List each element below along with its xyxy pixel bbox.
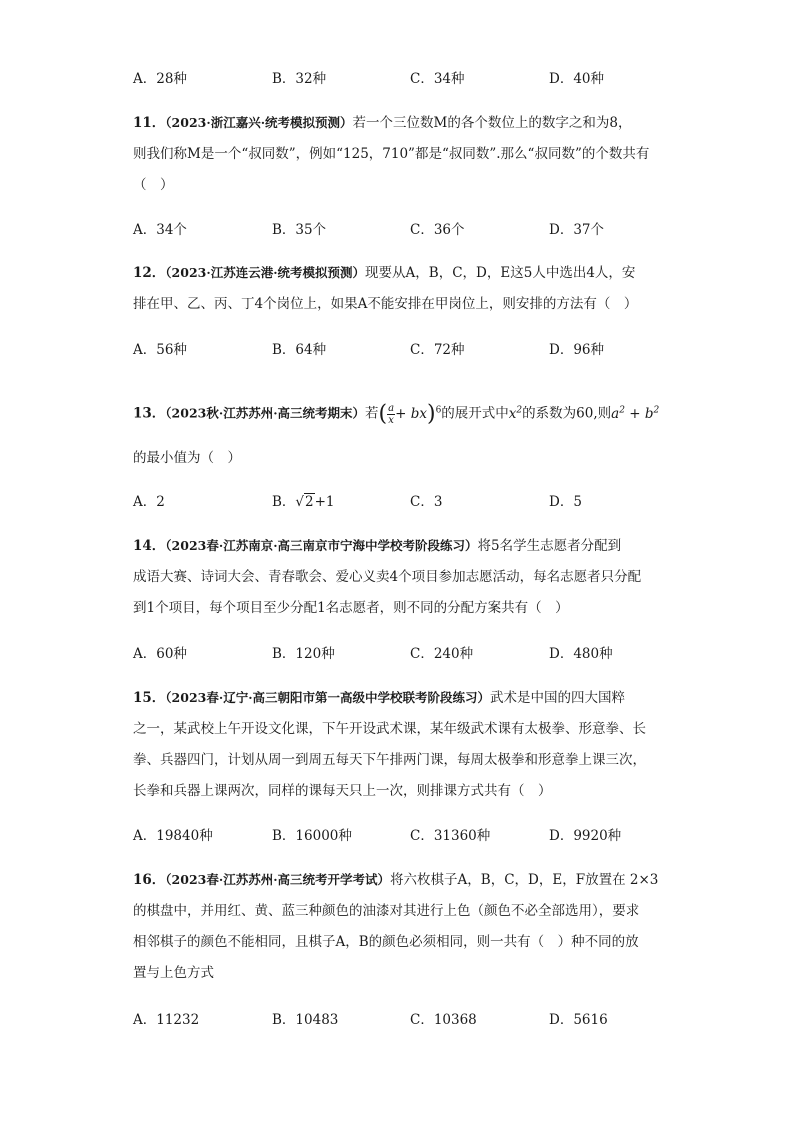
sqrt-expression: √2+1 (295, 494, 335, 510)
q14-option-d: D．480种 (549, 646, 613, 662)
q11-options (133, 218, 693, 240)
q10-option-a: A．28种 (133, 71, 187, 87)
question-15 (133, 682, 678, 807)
question-text: 到1个项目，每个项目至少分配1名志愿者，则不同的分配方案共有（ ） (133, 600, 569, 616)
question-source: （2023·浙江嘉兴·统考模拟预测） (165, 115, 353, 130)
q16-option-a: A．11232 (133, 1012, 200, 1028)
q16-option-d: D．5616 (549, 1012, 608, 1028)
question-text: 排在甲、乙、丙、丁4个岗位上，如果A不能安排在甲岗位上，则安排的方法有（ ） (133, 296, 638, 312)
q11-option-c: C．36个 (410, 222, 465, 238)
q14-options (133, 642, 693, 664)
q15-options (133, 824, 693, 846)
q10-option-c: C．34种 (410, 71, 465, 87)
q16-options (133, 1008, 693, 1030)
q11-option-d: D．37个 (549, 222, 605, 238)
question-text: 成语大赛、诗词大会、青春歌会、爱心义卖4个项目参加志愿活动，每名志愿者只分配 (133, 569, 642, 585)
q14-option-c: C．240种 (410, 646, 474, 662)
q12-options (133, 338, 693, 360)
math-a2-plus-b2: $a^2 + b^2$ (611, 405, 660, 422)
q12-option-a: A．56种 (133, 342, 187, 358)
question-text: 现要从A，B，C，D，E这5人中选出4人，安 (365, 265, 636, 281)
q11-option-a: A．34个 (133, 222, 187, 238)
question-text: 相邻棋子的颜色不能相同，且棋子A，B的颜色必须相同，则一共有（ ）种不同的放 (133, 934, 639, 950)
q14-option-a: A．60种 (133, 646, 187, 662)
q15-option-c: C．31360种 (410, 828, 491, 844)
question-source: （2023春·江苏苏州·高三统考开学考试） (165, 872, 391, 887)
q13-option-b: B．√2+1 (272, 494, 335, 510)
question-number: 11． (133, 115, 166, 131)
question-source: （2023春·辽宁·高三朝阳市第一高级中学校联考阶段练习） (165, 690, 491, 705)
q16-option-b: B．10483 (272, 1012, 339, 1028)
question-source: （2023春·江苏南京·高三南京市宁海中学校考阶段练习） (165, 538, 478, 553)
q15-option-d: D．9920种 (549, 828, 622, 844)
question-13 (133, 393, 678, 431)
question-13-line2 (133, 443, 678, 474)
fraction: $\frac{a}{x}$ (388, 402, 395, 426)
question-text: 将六枚棋子A，B，C，D，E，F放置在 2×3 (390, 872, 659, 888)
q10-options (133, 67, 693, 89)
question-text: （ ） (133, 177, 174, 193)
question-16 (133, 864, 678, 989)
question-12 (133, 257, 678, 320)
question-text: 置与上色方式 (133, 965, 214, 981)
q10-option-b: B．32种 (272, 71, 327, 87)
question-11 (133, 107, 678, 201)
q11-option-b: B．35个 (272, 222, 327, 238)
q12-option-b: B．64种 (272, 342, 327, 358)
question-text: 拳、兵器四门，计划从周一到周五每天下午排两门课，每周太极拳和形意拳上课三次， (133, 752, 646, 768)
q12-option-d: D．96种 (549, 342, 605, 358)
q12-option-c: C．72种 (410, 342, 465, 358)
question-number: 13． (133, 405, 166, 422)
question-text: 的展开式中 (441, 405, 509, 422)
q14-option-b: B．120种 (272, 646, 335, 662)
question-14 (133, 530, 678, 624)
question-source: （2023秋·江苏苏州·高三统考期末） (165, 405, 366, 421)
q16-option-c: C．10368 (410, 1012, 477, 1028)
q13-option-c: C．3 (410, 494, 443, 510)
question-text: 长拳和兵器上课两次，同样的课每天只上一次，则排课方式共有（ ） (133, 783, 552, 799)
question-text: 武术是中国的四大国粹 (490, 690, 626, 706)
question-number: 16． (133, 872, 166, 888)
question-text: 则我们称M是一个“叔同数”，例如“125，710”都是“叔同数”.那么“叔同数”的个数共有 (133, 146, 650, 162)
q13-options (133, 490, 693, 512)
question-number: 14． (133, 538, 166, 554)
question-text: 若一个三位数M的各个数位上的数字之和为8， (352, 115, 632, 131)
question-text: 的最小值为（ ） (133, 450, 241, 466)
question-text: 若 (365, 405, 379, 422)
math-x2: $x^2$ (508, 405, 523, 422)
q13-option-a: A．2 (133, 494, 165, 510)
q13-option-d: D．5 (549, 494, 582, 510)
question-text: 的系数为60,则 (522, 405, 612, 422)
question-text: 之一，某武校上午开设文化课，下午开设武术课，某年级武术课有太极拳、形意拳、长 (133, 721, 646, 737)
question-number: 15． (133, 690, 166, 706)
q15-option-a: A．19840种 (133, 828, 213, 844)
binomial-expression: ( $\frac{a}{x}$ + bx)$^6$ (378, 401, 442, 426)
question-text: 的棋盘中，并用红、黄、蓝三种颜色的油漆对其进行上色（颜色不必全部选用），要求 (133, 903, 640, 919)
question-source: （2023·江苏连云港·统考模拟预测） (165, 265, 366, 280)
q10-option-d: D．40种 (549, 71, 605, 87)
q15-option-b: B．16000种 (272, 828, 352, 844)
question-number: 12． (133, 265, 166, 281)
question-text: 将5名学生志愿者分配到 (477, 538, 622, 554)
